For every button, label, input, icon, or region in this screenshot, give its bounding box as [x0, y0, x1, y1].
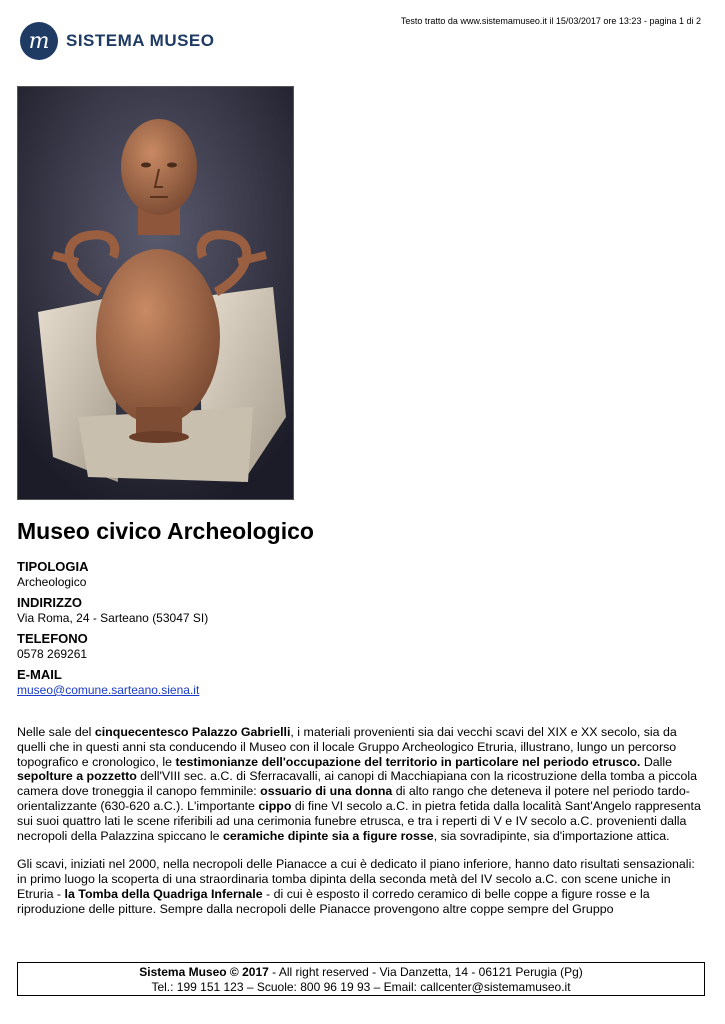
footer-address: - All right reserved - Via Danzetta, 14 - 06121 Perugia (Pg)	[268, 965, 583, 979]
text-run: Gli scavi, iniziati nel 2000, nella necropoli delle Pianacce a cui è dedicato il piano inferiore, hanno dato risultati sensazionali: in primo luogo la scoperta di una straordinaria tomba dipinta della seconda metà del IV secolo a.C. con scene uniche in Etruria -	[17, 857, 695, 901]
field-label: E-MAIL	[17, 667, 62, 682]
canopic-urn-illustration	[18, 87, 293, 499]
paragraph	[17, 725, 707, 843]
email-link[interactable]: museo@comune.sarteano.siena.it	[17, 683, 200, 697]
field-email	[17, 667, 208, 697]
text-run: , sia sovradipinte, sia d'importazione attica.	[433, 828, 670, 843]
field-value: Via Roma, 24 - Sarteano (53047 SI)	[17, 611, 209, 625]
footer	[17, 962, 705, 996]
field-label: TIPOLOGIA	[17, 559, 89, 574]
description	[17, 725, 707, 931]
field-telefono	[17, 631, 208, 661]
text-run: dell'VIII sec. a.C. di Sferracavalli, ai canopi di Macchiapiana con la ricostruzione della tomba a piccola camera dove troneggia il canopo femminile:	[17, 769, 698, 799]
bold-run: la Tomba della Quadriga Infernale	[64, 886, 263, 901]
page-title: Museo civico Archeologico	[17, 518, 314, 544]
field-value: 0578 269261	[17, 647, 88, 661]
text-run: di alto rango che deteneva il potere nel periodo tardo-orientalizzante (630-620 a.C.). L'importante	[17, 784, 690, 813]
text-run: - di cui è esposto il corredo ceramico di belle coppe a figure rosse e la riproduzione delle pitture. Sempre dalla necropoli delle Pianacce provengono altre coppe sempre del Gruppo	[17, 886, 650, 916]
logo-mark-icon: m	[20, 22, 58, 60]
footer-line-1	[18, 965, 704, 980]
text-run: Dalle	[640, 754, 673, 769]
paragraph	[17, 857, 707, 916]
bold-run: ossuario di una donna	[260, 784, 393, 799]
bold-run: testimonianze dell'occupazione del territorio in particolare nel periodo etrusco.	[175, 754, 641, 769]
text-run: , i materiali provenienti sia dai vecchi scavi del XIX e XX secolo, sia da quelli che in questi anni sta conducendo il Museo con il locale Gruppo Archeologico Etruria, illustrano, lungo un percorso topografico e cronologico, le	[17, 725, 677, 769]
footer-line-2: Tel.: 199 151 123 – Scuole: 800 96 19 93 – Email: callcenter@sistemamuseo.it	[151, 980, 571, 994]
field-label: INDIRIZZO	[17, 595, 82, 610]
field-label: TELEFONO	[17, 631, 88, 646]
bold-run: cinquecentesco Palazzo Gabrielli	[94, 725, 291, 739]
bold-run: sepolture a pozzetto	[17, 769, 137, 784]
text-run: Nelle sale del	[17, 725, 95, 739]
sistema-museo-logo[interactable]	[20, 22, 215, 60]
bold-run: ceramiche dipinte sia a figure rosse	[222, 828, 434, 843]
logo-text: SISTEMA MUSEO	[66, 31, 215, 50]
text-run: di fine VI secolo a.C. in pietra fetida dalla località Sant'Angelo rappresenta sui suoi quattro lati le scene riferibili ad una cerimonia funebre etrusca, e tra i reperti di V e IV secolo a.C. provenienti dalla necropoli della Palazzina spiccano le	[17, 798, 701, 843]
field-tipologia	[17, 559, 208, 589]
header-note: Testo tratto da www.sistemamuseo.it il 15/03/2017 ore 13:23 - pagina 1 di 2	[400, 16, 701, 26]
info-fields	[17, 559, 208, 703]
footer-brand: Sistema Museo © 2017	[139, 965, 269, 979]
field-indirizzo	[17, 595, 208, 625]
canopic-urn-photo	[17, 86, 294, 500]
field-value: Archeologico	[17, 575, 87, 589]
bold-run: cippo	[258, 798, 292, 813]
